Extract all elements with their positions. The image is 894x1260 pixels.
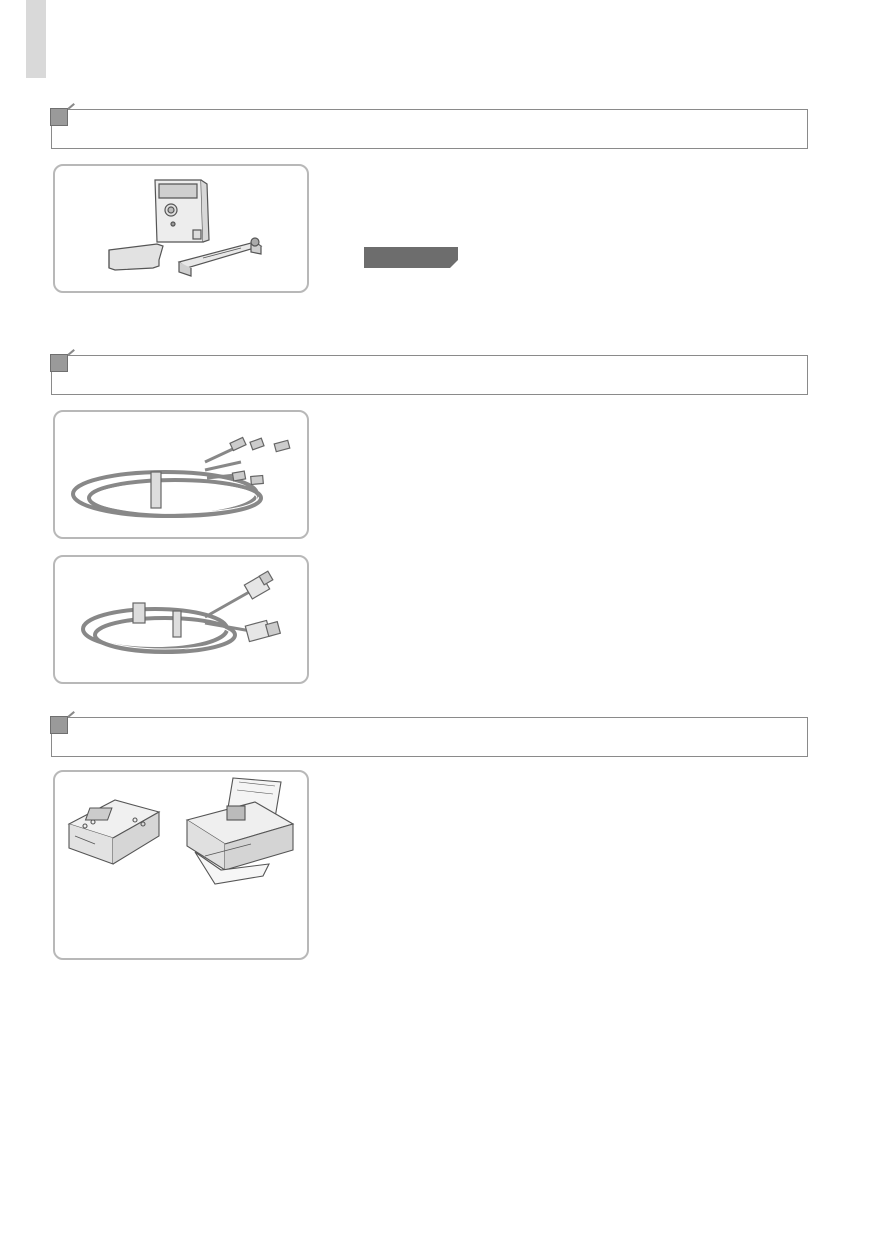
product-box-hdmi-cable	[53, 555, 309, 684]
section-marker	[50, 108, 68, 126]
product-box-printers	[53, 770, 309, 960]
product-box-av-cable	[53, 410, 309, 539]
section-header-1	[51, 109, 808, 149]
av-cable-icon	[55, 412, 307, 537]
section-marker	[50, 716, 68, 734]
section-header-2	[51, 355, 808, 395]
reference-tag[interactable]	[364, 247, 458, 268]
product-box-flash	[53, 164, 309, 293]
page-edge-tab	[26, 0, 46, 78]
section-marker	[50, 354, 68, 372]
printers-icon	[55, 772, 307, 958]
hdmi-cable-icon	[55, 557, 307, 682]
section-header-3	[51, 717, 808, 757]
flash-unit-icon	[55, 166, 307, 291]
